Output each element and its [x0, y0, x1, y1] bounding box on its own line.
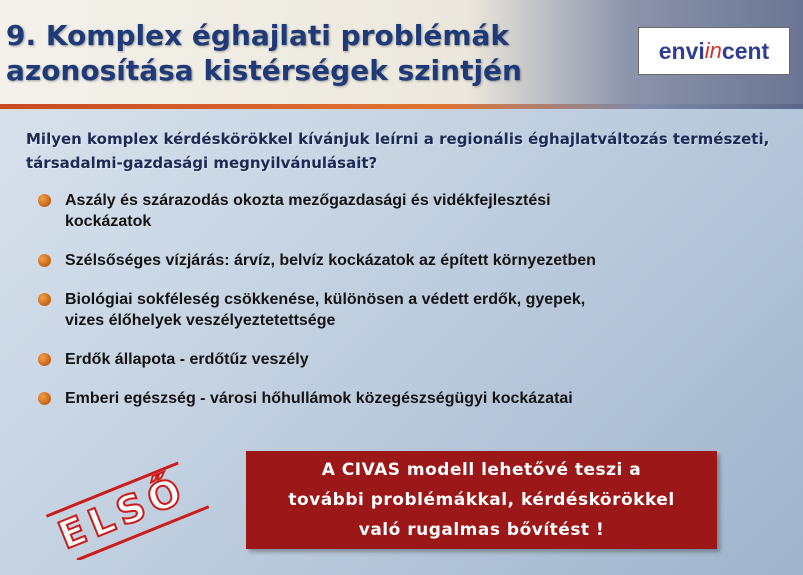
bullet-list: [38, 190, 618, 409]
bullet-text: Szélsőséges vízjárás: árvíz, belvíz kockázatok az épített környezetben: [65, 252, 596, 269]
bullet-item: [38, 250, 618, 271]
bullet-item: [38, 190, 618, 232]
bullet-dot-icon: [38, 353, 51, 366]
title-line-1: 9. Komplex éghajlati problémák: [6, 19, 510, 52]
bullet-text: Emberi egészség - városi hőhullámok közegészségügyi kockázatai: [65, 390, 573, 407]
bullet-dot-icon: [38, 293, 51, 306]
bullet-item: [38, 289, 618, 331]
bullet-text: Biológiai sokféleség csökkenése, különösen a védett erdők, gyepek, vizes élőhelyek veszélyeztetettsége: [65, 291, 586, 329]
bullet-dot-icon: [38, 392, 51, 405]
slide-title: [6, 18, 522, 88]
question-text: Milyen komplex kérdéskörökkel kívánjuk leírni a regionális éghajlatváltozás természeti, társadalmi-gazdasági megnyilvánulásait?: [26, 130, 770, 172]
bullet-dot-icon: [38, 194, 51, 207]
title-line-2: azonosítása kistérségek szintjén: [6, 54, 522, 87]
logo-text-2: in: [704, 38, 722, 63]
header-bar: [0, 0, 803, 104]
callout-box: [246, 451, 717, 549]
bullet-dot-icon: [38, 254, 51, 267]
envincent-logo: [638, 27, 790, 75]
logo-text-3: cent: [721, 37, 770, 64]
logo-text-1: envi: [658, 37, 705, 64]
bullet-text: Aszály és szárazodás okozta mezőgazdasági és vidékfejlesztési kockázatok: [65, 192, 551, 230]
bullet-item: [38, 388, 618, 409]
callout-text: A CIVAS modell lehetővé teszi a további problémákkal, kérdéskörökkel való rugalmas bővítést !: [288, 460, 675, 540]
elso-stamp: [40, 450, 210, 560]
header-divider: [0, 104, 803, 109]
bullet-text: Erdők állapota - erdőtűz veszély: [65, 351, 309, 368]
bullet-item: [38, 349, 618, 370]
stamp-text: ELSŐ: [52, 466, 193, 558]
